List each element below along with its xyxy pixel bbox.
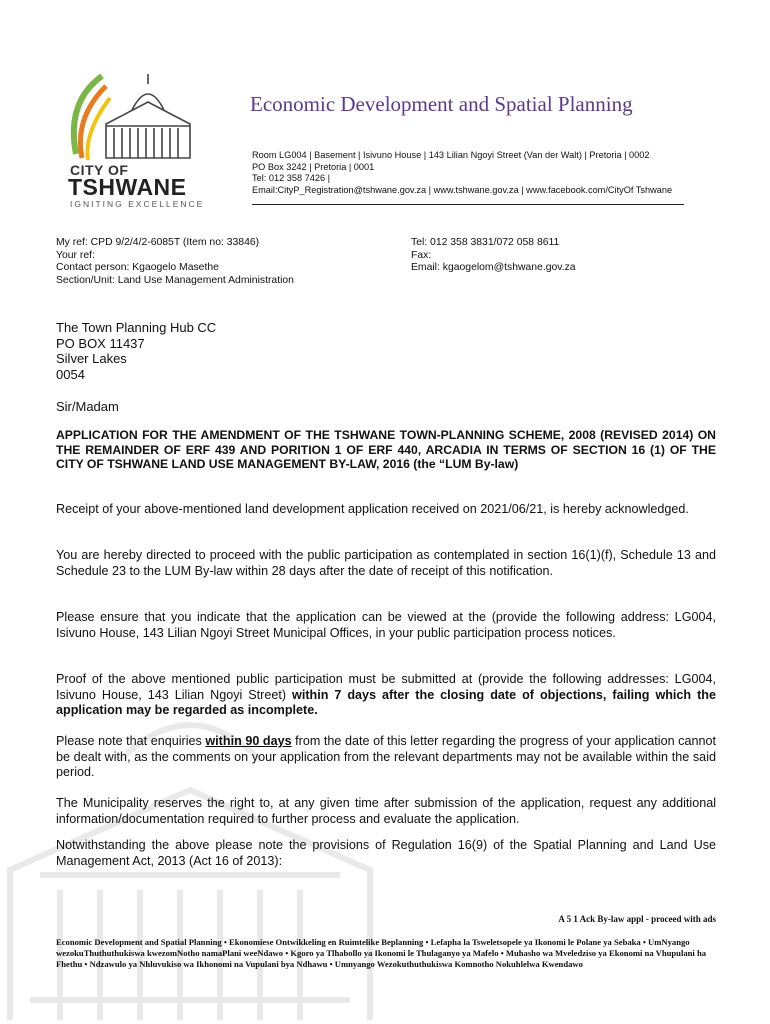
reference-right	[411, 237, 576, 275]
paragraph-enquiries	[56, 734, 716, 781]
enquiries-deadline: within 90 days	[205, 734, 292, 748]
contact-email: Email: kgaogelom@tshwane.gov.za	[411, 262, 576, 273]
letter-subject: APPLICATION FOR THE AMENDMENT OF THE TSHWANE TOWN-PLANNING SCHEME, 2008 (REVISED 2014) ON THE REMAINDER OF ERF 439 AND PORITION 1 OF ERF 440, ARCADIA IN TERMS OF SECTION 16 (1) OF THE CITY OF TSHWANE LAND USE MANAGEMENT BY-LAW, 2016 (the “LUM By-law)	[56, 428, 716, 472]
address-line: Email:CityP_Registration@tshwane.gov.za | www.tshwane.gov.za | www.facebook.com/CityOf Tshwane	[252, 184, 673, 195]
paragraph-public-participation: You are hereby directed to proceed with the public participation as contemplated in section 16(1)(f), Schedule 13 and Schedule 23 to the LUM By-law within 28 days after the date of receipt of this notification.	[56, 548, 716, 578]
logo-tagline: IGNITING EXCELLENCE	[70, 199, 205, 209]
footer-department-names: Economic Development and Spatial Planning • Ekonomiese Ontwikkeling en Ruimtelike Beplanning • Lefapha la Tsweletsopele ya Ikonomi le Polane ya Sebaka • UmNyango wezokuThuthuthukiswa kwezomNotho namaPlani weeNdawo • Kgoro ya Tlhabollo ya Ikonomi le Thulaganyo ya Mafelo • Muhasho wa Mveledziso ya Ekonomi na Vhupulani ha Fhethu • Ndzawulo ya Nhluvukiso wa Ikhonomi na Vupulani bya Ndhawu • Umnyango Wezokuthuthukiswa Komnotho Nokuhlelwa Kwendawo	[56, 937, 707, 970]
enquiries-text-end: from the date of this letter regarding the progress of your application cannot be dealt with, as the comments on your application from the relevant departments may not be available within the said period.	[56, 734, 716, 779]
salutation: Sir/Madam	[56, 399, 119, 414]
reference-left	[56, 237, 294, 287]
proof-text: Proof of the above mentioned public participation must be submitted at (provide the following addresses: LG004, Isivuno House, 143 Lilian Ngoyi Street)	[56, 672, 716, 702]
my-ref: My ref: CPD 9/2/4/2-6085T (Item no: 33846)	[56, 237, 260, 248]
paragraph-proof-submission	[56, 672, 716, 719]
section-unit: Section/Unit: Land Use Management Administration	[56, 274, 294, 286]
address-line: Tel: 012 358 7426 |	[252, 173, 330, 184]
contact-tel: Tel: 012 358 3831/072 058 8611	[411, 237, 560, 248]
form-reference: A 5 1 Ack By-law appl - proceed with ads	[558, 914, 716, 924]
recipient-address	[56, 320, 216, 382]
address-line: PO Box 3242 | Pretoria | 0001	[252, 161, 375, 172]
contact-fax: Fax:	[411, 249, 432, 261]
enquiries-text: Please note that enquiries	[56, 734, 206, 748]
logo-name: TSHWANE	[68, 174, 187, 200]
paragraph-municipality-rights: The Municipality reserves the right to, at any given time after submission of the application, request any additional information/documentation required to further process and evaluate the application.	[56, 796, 716, 826]
address-line: Room LG004 | Basement | Isivuno House | 143 Lilian Ngoyi Street (Van der Walt) | Pretoria | 0002	[252, 150, 650, 160]
contact-person: Contact person: Kgaogelo Masethe	[56, 262, 219, 273]
recipient-line: The Town Planning Hub CC	[56, 320, 217, 335]
proof-deadline: within 7 days after the closing date of objections, failing which the application may be regarded as incomplete.	[56, 687, 716, 717]
paragraph-regulation: Notwithstanding the above please note the provisions of Regulation 16(9) of the Spatial Planning and Land Use Management Act, 2013 (Act 16 of 2013):	[56, 838, 716, 868]
your-ref: Your ref:	[56, 249, 95, 261]
address-block	[252, 150, 672, 196]
paragraph-receipt: Receipt of your above-mentioned land development application received on 2021/06/21, is hereby acknowledged.	[56, 502, 689, 516]
paragraph-viewing-address: Please ensure that you indicate that the application can be viewed at the (provide the following address: LG004, Isivuno House, 143 Lilian Ngoyi Street Municipal Offices, in your public participation process notices.	[56, 610, 716, 640]
logo-city-of: CITY OF	[70, 162, 129, 178]
recipient-line: Silver Lakes	[56, 351, 127, 366]
header-divider	[252, 204, 684, 205]
recipient-line: 0054	[56, 366, 85, 382]
recipient-line: PO BOX 11437	[56, 335, 145, 351]
department-title: Economic Development and Spatial Planning	[250, 92, 633, 116]
